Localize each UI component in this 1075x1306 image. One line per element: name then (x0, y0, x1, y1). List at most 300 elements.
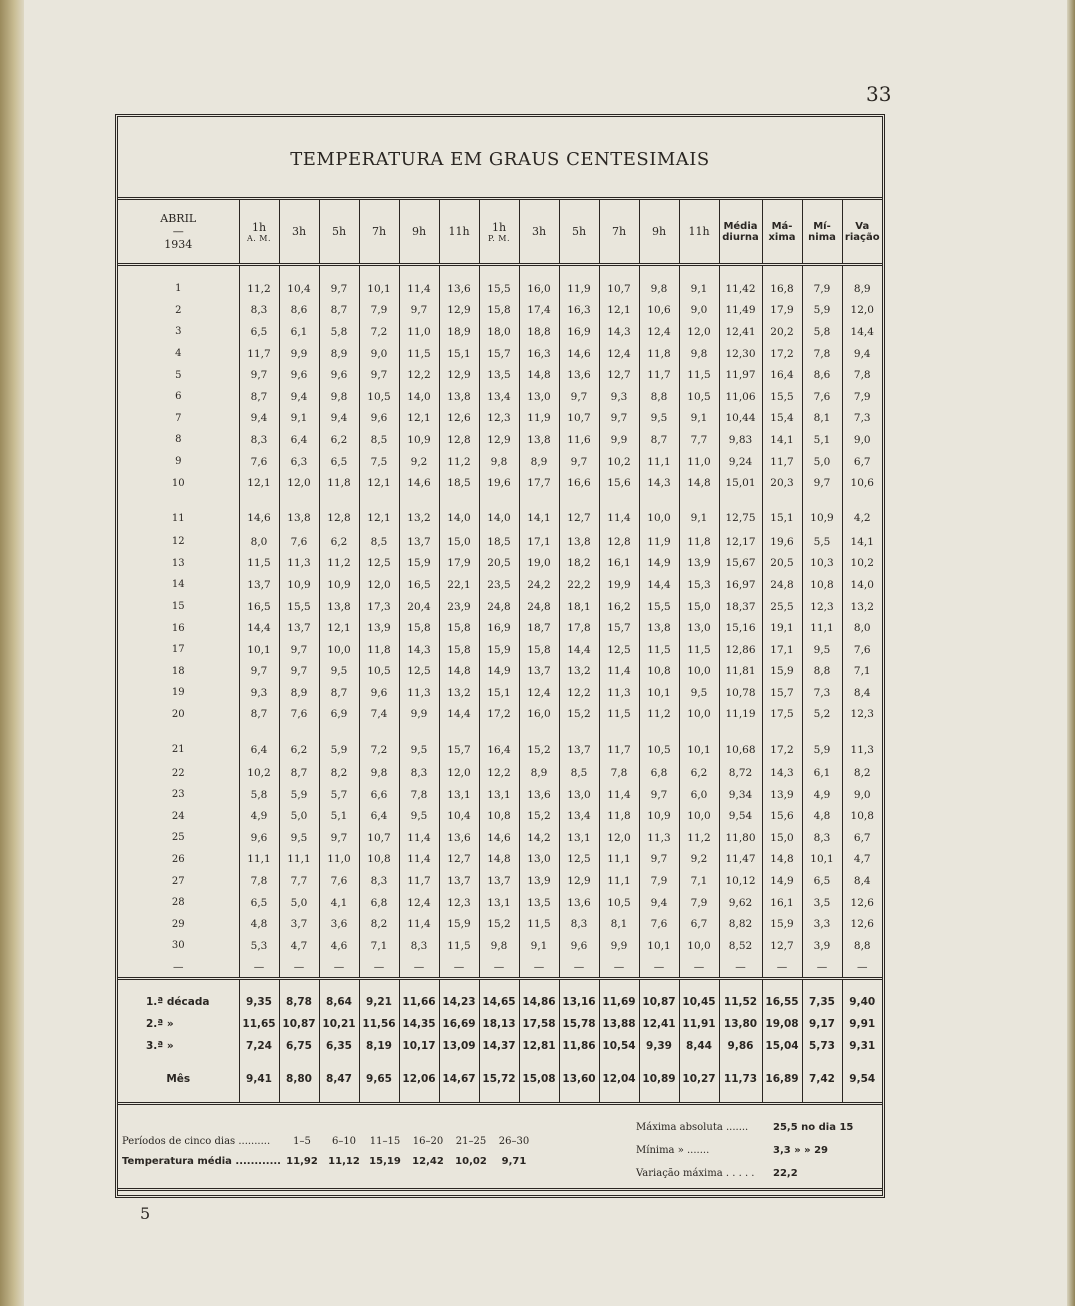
table-row (118, 784, 882, 806)
value-cell: 15,1 (479, 682, 519, 704)
value-cell: 15,7 (762, 682, 802, 704)
value-cell: 15,9 (399, 553, 439, 575)
decade-value: 11,91 (679, 1013, 719, 1035)
value-cell: 9,1 (679, 265, 719, 300)
value-cell: 5,5 (802, 531, 842, 553)
month-value: 15,08 (519, 1056, 559, 1090)
value-cell: 9,4 (279, 386, 319, 408)
value-cell: 10,1 (359, 265, 399, 300)
month-value: 15,72 (479, 1056, 519, 1090)
value-cell: 7,9 (853, 390, 871, 403)
value-cell: 14,0 (850, 578, 874, 591)
value-cell: 4,7 (279, 935, 319, 957)
month-value: 14,67 (439, 1056, 479, 1090)
value-cell: 13,4 (479, 386, 519, 408)
value-cell: 18,2 (559, 553, 599, 575)
value-cell: 11,0 (319, 849, 359, 871)
value-cell: 9,1 (519, 935, 559, 957)
value-cell: 12,3 (479, 408, 519, 430)
value-cell: 12,7 (559, 494, 599, 531)
value-cell: 8,4 (853, 686, 871, 699)
day-cell: 3 (118, 321, 239, 343)
value-cell: 16,8 (762, 265, 802, 300)
value-cell: 11,2 (239, 265, 279, 300)
month-value: 10,27 (679, 1056, 719, 1090)
value-cell: 11,19 (719, 704, 762, 726)
value-cell: 12,1 (599, 300, 639, 322)
value-cell: 14,3 (599, 321, 639, 343)
value-cell: 11,1 (599, 849, 639, 871)
value-cell: 11,0 (399, 321, 439, 343)
header-row (118, 200, 882, 265)
header-minima (802, 200, 842, 265)
decade-label: 1.ª década (118, 978, 239, 1013)
value-cell: 15,6 (599, 472, 639, 494)
decade-value: 6,75 (279, 1035, 319, 1057)
value-cell: 15,0 (439, 531, 479, 553)
decade-value: 10,54 (599, 1035, 639, 1057)
period-temp-5: 10,02 (455, 1156, 487, 1167)
value-cell: 12,9 (479, 429, 519, 451)
value-cell: 11,8 (359, 639, 399, 661)
value-cell: 8,3 (399, 935, 439, 957)
absolute-max-value: 25,5 no dia 15 (773, 1122, 854, 1133)
dash-cell: — (479, 957, 519, 979)
day-cell: 8 (118, 429, 239, 451)
value-cell: 3,3 (802, 913, 842, 935)
periods-label: Períodos de cinco dias .......... (122, 1136, 271, 1147)
value-cell: 17,7 (519, 472, 559, 494)
absolute-min-label: Mínima » ....... (636, 1145, 710, 1156)
dash-cell: — (279, 957, 319, 979)
value-cell: 9,0 (853, 433, 871, 446)
value-cell: 6,8 (639, 762, 679, 784)
value-cell: 9,9 (399, 704, 439, 726)
value-cell: 10,8 (359, 849, 399, 871)
value-cell: 11,97 (719, 364, 762, 386)
value-cell: 11,5 (599, 704, 639, 726)
value-cell: 9,7 (319, 265, 359, 300)
max-variation-label: Variação máxima . . . . . (636, 1168, 755, 1179)
value-cell: 13,7 (279, 617, 319, 639)
value-cell: 14,4 (639, 574, 679, 596)
decade-value: 12,81 (519, 1035, 559, 1057)
value-cell: 12,8 (439, 429, 479, 451)
value-cell: 14,4 (239, 617, 279, 639)
table-row (118, 725, 882, 762)
value-cell: 14,1 (850, 535, 874, 548)
value-cell: 5,2 (802, 704, 842, 726)
decade-value: 18,13 (479, 1013, 519, 1035)
value-cell: 13,2 (399, 494, 439, 531)
value-cell: 10,7 (599, 265, 639, 300)
decade-value: 7,24 (239, 1035, 279, 1057)
header-7h: 7h (359, 200, 399, 265)
value-cell: 10,68 (719, 725, 762, 762)
value-cell: 12,3 (802, 596, 842, 618)
value-cell: 9,8 (479, 935, 519, 957)
decade-value: 5,73 (802, 1035, 842, 1057)
value-cell: 13,1 (559, 827, 599, 849)
value-cell: 9,7 (239, 364, 279, 386)
value-cell: 11,81 (719, 661, 762, 683)
value-cell: 15,8 (479, 300, 519, 322)
value-cell: 9,5 (279, 827, 319, 849)
day-cell: 15 (118, 596, 239, 618)
day-cell: 14 (118, 574, 239, 596)
dash-cell: — (599, 957, 639, 979)
value-cell: 8,72 (719, 762, 762, 784)
value-cell: 13,7 (479, 870, 519, 892)
value-cell: 13,8 (519, 429, 559, 451)
value-cell: 12,9 (439, 300, 479, 322)
table-row (118, 265, 882, 300)
value-cell: 14,4 (850, 325, 874, 338)
value-cell: 7,8 (239, 870, 279, 892)
value-cell: 14,0 (399, 386, 439, 408)
value-cell: 12,5 (559, 849, 599, 871)
value-cell: 7,3 (853, 412, 871, 425)
value-cell: 7,9 (359, 300, 399, 322)
value-cell: 8,5 (559, 762, 599, 784)
value-cell: 10,4 (279, 265, 319, 300)
value-cell: 3,7 (279, 913, 319, 935)
value-cell: 15,5 (479, 265, 519, 300)
value-cell: 8,3 (802, 827, 842, 849)
value-cell: 12,30 (719, 343, 762, 365)
header-min-line1: Mí- (813, 220, 831, 232)
value-cell: 9,6 (279, 364, 319, 386)
value-cell: 12,1 (319, 617, 359, 639)
decade-value: 11,86 (559, 1035, 599, 1057)
value-cell: 10,9 (399, 429, 439, 451)
decade-label: 3.ª » (118, 1035, 239, 1057)
period-1: 1–5 (293, 1136, 311, 1147)
value-cell: 7,6 (802, 386, 842, 408)
table-row (118, 429, 882, 451)
dash-cell: — (719, 957, 762, 979)
value-cell: 9,3 (599, 386, 639, 408)
value-cell: 19,0 (519, 553, 559, 575)
value-cell: 15,8 (519, 639, 559, 661)
value-cell: 6,2 (319, 531, 359, 553)
table-row (118, 661, 882, 683)
value-cell: 7,2 (359, 321, 399, 343)
decade-value: 14,37 (479, 1035, 519, 1057)
value-cell: 13,4 (559, 805, 599, 827)
value-cell: 4,8 (239, 913, 279, 935)
decade-value: 9,39 (639, 1035, 679, 1057)
value-cell: 11,3 (279, 553, 319, 575)
value-cell: 15,7 (479, 343, 519, 365)
decade-summary-row (118, 1013, 882, 1035)
value-cell: 14,6 (559, 343, 599, 365)
value-cell: 11,42 (719, 265, 762, 300)
decade-value: 9,86 (719, 1035, 762, 1057)
decade-value: 7,35 (802, 978, 842, 1013)
decade-value: 10,45 (679, 978, 719, 1013)
value-cell: 8,8 (802, 661, 842, 683)
value-cell: 7,3 (802, 682, 842, 704)
value-cell: 23,5 (479, 574, 519, 596)
header-5h: 5h (319, 200, 359, 265)
value-cell: 11,5 (639, 639, 679, 661)
value-cell: 10,5 (679, 386, 719, 408)
decade-value: 10,21 (319, 1013, 359, 1035)
value-cell: 16,0 (519, 265, 559, 300)
period-2: 6–10 (331, 1136, 357, 1147)
decade-value: 8,78 (279, 978, 319, 1013)
header-month-year (118, 200, 239, 265)
value-cell: 6,6 (359, 784, 399, 806)
value-cell: 8,9 (519, 762, 559, 784)
value-cell: 6,7 (679, 913, 719, 935)
value-cell: 14,1 (519, 494, 559, 531)
header-min-line2: nima (808, 231, 836, 243)
value-cell: 10,6 (850, 477, 874, 490)
value-cell: 13,8 (639, 617, 679, 639)
day-cell: 18 (118, 661, 239, 683)
value-cell: 15,4 (762, 408, 802, 430)
value-cell: 11,2 (639, 704, 679, 726)
value-cell: 14,9 (479, 661, 519, 683)
header-5h-pm: 5h (559, 200, 599, 265)
value-cell: 9,4 (319, 408, 359, 430)
value-cell: 17,5 (762, 704, 802, 726)
value-cell: 13,0 (679, 617, 719, 639)
period-temp-4: 12,42 (412, 1156, 444, 1167)
value-cell: 13,1 (439, 784, 479, 806)
dash-cell: — (399, 957, 439, 979)
value-cell: 11,5 (399, 343, 439, 365)
value-cell: 5,0 (802, 451, 842, 473)
value-cell: 10,1 (639, 935, 679, 957)
day-cell: 21 (118, 725, 239, 762)
signature-mark: 5 (140, 1204, 151, 1223)
value-cell: 13,6 (559, 892, 599, 914)
decade-value: 11,56 (359, 1013, 399, 1035)
value-cell: 10,0 (679, 935, 719, 957)
value-cell: 17,8 (559, 617, 599, 639)
value-cell: 5,8 (319, 321, 359, 343)
value-cell: 8,3 (559, 913, 599, 935)
day-cell: 5 (118, 364, 239, 386)
value-cell: 5,8 (239, 784, 279, 806)
value-cell: 15,01 (719, 472, 762, 494)
value-cell: 9,4 (239, 408, 279, 430)
temperature-mean-label: Temperatura média ............ (122, 1156, 281, 1167)
table-row (118, 849, 882, 871)
value-cell: 12,5 (359, 553, 399, 575)
value-cell: 17,2 (762, 725, 802, 762)
value-cell: 9,9 (599, 935, 639, 957)
value-cell: 12,17 (719, 531, 762, 553)
value-cell: 12,0 (850, 304, 874, 317)
value-cell: 12,4 (399, 892, 439, 914)
value-cell: 12,1 (399, 408, 439, 430)
value-cell: 15,8 (439, 617, 479, 639)
page-right-edge (1067, 0, 1075, 1306)
dash-cell: — (857, 960, 868, 973)
value-cell: 6,4 (359, 805, 399, 827)
value-cell: 14,6 (399, 472, 439, 494)
value-cell: 11,1 (599, 870, 639, 892)
value-cell: 12,9 (439, 364, 479, 386)
value-cell: 15,1 (762, 494, 802, 531)
month-value: 8,47 (319, 1056, 359, 1090)
value-cell: 11,8 (639, 343, 679, 365)
header-1h-pm (479, 200, 519, 265)
value-cell: 12,1 (359, 494, 399, 531)
value-cell: 24,2 (519, 574, 559, 596)
value-cell: 12,6 (850, 918, 874, 931)
value-cell: 5,0 (279, 892, 319, 914)
decade-value: 17,58 (519, 1013, 559, 1035)
value-cell: 9,24 (719, 451, 762, 473)
value-cell: 11,0 (679, 451, 719, 473)
value-cell: 20,3 (762, 472, 802, 494)
value-cell: 7,8 (599, 762, 639, 784)
value-cell: 18,9 (439, 321, 479, 343)
value-cell: 7,8 (853, 369, 871, 382)
value-cell: 13,7 (399, 531, 439, 553)
value-cell: 8,7 (239, 704, 279, 726)
value-cell: 9,8 (679, 343, 719, 365)
value-cell: 13,9 (359, 617, 399, 639)
value-cell: 22,2 (559, 574, 599, 596)
value-cell: 13,5 (479, 364, 519, 386)
value-cell: 11,8 (319, 472, 359, 494)
value-cell: 14,8 (439, 661, 479, 683)
value-cell: 16,4 (479, 725, 519, 762)
value-cell: 14,6 (479, 827, 519, 849)
value-cell: 15,1 (439, 343, 479, 365)
month-value: 13,60 (559, 1056, 599, 1090)
value-cell: 11,8 (679, 531, 719, 553)
value-cell: 18,7 (519, 617, 559, 639)
value-cell: 8,4 (853, 875, 871, 888)
period-temp-6: 9,71 (501, 1156, 527, 1167)
value-cell: 11,7 (762, 451, 802, 473)
value-cell: 5,9 (279, 784, 319, 806)
value-cell: 7,9 (679, 892, 719, 914)
value-cell: 7,7 (679, 429, 719, 451)
table-row (118, 451, 882, 473)
value-cell: 6,5 (239, 321, 279, 343)
value-cell: 4,2 (853, 512, 871, 525)
period-temp-1: 11,92 (286, 1156, 318, 1167)
value-cell: 13,0 (519, 386, 559, 408)
value-cell: 24,8 (479, 596, 519, 618)
value-cell: 11,5 (519, 913, 559, 935)
value-cell: 14,8 (479, 849, 519, 871)
header-1h-am (239, 200, 279, 265)
decade-value: 14,23 (439, 978, 479, 1013)
value-cell: 9,4 (853, 347, 871, 360)
value-cell: 6,5 (802, 870, 842, 892)
value-cell: 7,8 (802, 343, 842, 365)
day-cell: 4 (118, 343, 239, 365)
value-cell: 14,1 (762, 429, 802, 451)
value-cell: 11,4 (399, 849, 439, 871)
value-cell: 15,0 (679, 596, 719, 618)
value-cell: 20,2 (762, 321, 802, 343)
table-row (118, 935, 882, 957)
value-cell: 11,6 (559, 429, 599, 451)
value-cell: 9,0 (679, 300, 719, 322)
value-cell: 8,7 (319, 300, 359, 322)
value-cell: 6,7 (853, 455, 871, 468)
absolute-max-label: Máxima absoluta ....... (636, 1122, 749, 1133)
value-cell: 11,7 (239, 343, 279, 365)
value-cell: 14,2 (519, 827, 559, 849)
dash-cell: — (679, 957, 719, 979)
value-cell: 16,3 (559, 300, 599, 322)
value-cell: 13,8 (439, 386, 479, 408)
value-cell: 9,1 (679, 408, 719, 430)
value-cell: 10,8 (639, 661, 679, 683)
value-cell: 10,1 (639, 682, 679, 704)
table-row (118, 494, 882, 531)
value-cell: 7,6 (639, 913, 679, 935)
table-row (118, 892, 882, 914)
value-cell: 15,67 (719, 553, 762, 575)
decade-value: 8,44 (679, 1035, 719, 1057)
table-row (118, 574, 882, 596)
value-cell: 12,7 (599, 364, 639, 386)
value-cell: 11,06 (719, 386, 762, 408)
day-cell: 20 (118, 704, 239, 726)
day-cell: 24 (118, 805, 239, 827)
value-cell: 9,7 (279, 639, 319, 661)
header-month: ABRIL (160, 212, 197, 225)
value-cell: 9,4 (639, 892, 679, 914)
value-cell: 10,0 (639, 494, 679, 531)
header-var-line2: riação (844, 231, 880, 243)
value-cell: 18,37 (719, 596, 762, 618)
day-cell: 22 (118, 762, 239, 784)
header-3h-pm: 3h (519, 200, 559, 265)
value-cell: 11,3 (850, 743, 874, 756)
table-row (118, 682, 882, 704)
day-cell: 7 (118, 408, 239, 430)
month-value: 16,89 (762, 1056, 802, 1090)
value-cell: 24,8 (762, 574, 802, 596)
decade-summary-row (118, 978, 882, 1013)
period-4: 16–20 (412, 1136, 444, 1147)
decade-value: 14,86 (519, 978, 559, 1013)
period-3: 11–15 (369, 1136, 401, 1147)
value-cell: 10,5 (359, 386, 399, 408)
value-cell: 9,6 (239, 827, 279, 849)
value-cell: 12,4 (519, 682, 559, 704)
value-cell: 19,9 (599, 574, 639, 596)
value-cell: 14,3 (762, 762, 802, 784)
value-cell: 9,2 (679, 849, 719, 871)
day-cell: 2 (118, 300, 239, 322)
value-cell: 12,7 (762, 935, 802, 957)
day-cell: 10 (118, 472, 239, 494)
value-cell: 15,2 (519, 725, 559, 762)
value-cell: 15,7 (599, 617, 639, 639)
header-11h-pm: 11h (679, 200, 719, 265)
decade-value: 13,80 (719, 1013, 762, 1035)
table-title: TEMPERATURA EM GRAUS CENTESIMAIS (290, 149, 710, 170)
value-cell: 10,8 (850, 810, 874, 823)
value-cell: 20,5 (479, 553, 519, 575)
decade-value: 15,04 (762, 1035, 802, 1057)
value-cell: 10,1 (679, 725, 719, 762)
